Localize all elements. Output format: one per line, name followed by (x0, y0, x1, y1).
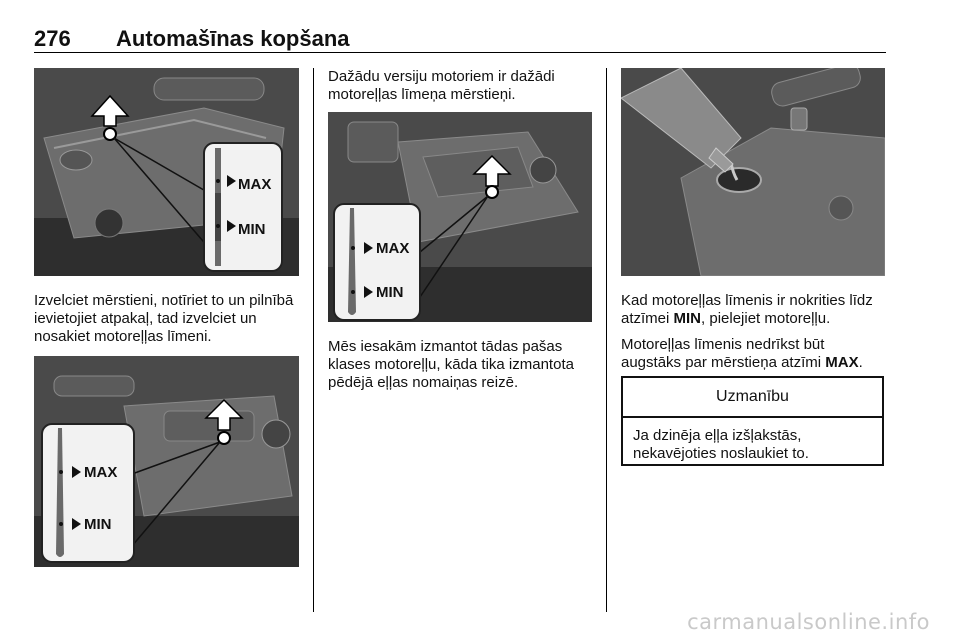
fig3-min-label: MIN (376, 284, 404, 301)
fig1-min-label: MIN (238, 221, 266, 238)
col3-p1-min: MIN (673, 310, 702, 327)
col3-p1-end: , pielejiet motoreļļu. (701, 310, 831, 327)
figure-oil-filling (621, 68, 885, 276)
caution-title: Uzmanību (623, 378, 882, 418)
engine-illustration-4 (621, 68, 885, 276)
col1-text (34, 292, 299, 354)
figure-dipstick-pull (34, 68, 299, 276)
page-number: 276 (34, 26, 71, 51)
header-rule (34, 52, 886, 53)
figure-dipstick-variant-b (328, 112, 592, 322)
engine-illustration-2 (34, 356, 299, 567)
col3-p2-end: . (858, 354, 863, 371)
watermark: carmanualsonline.info (687, 610, 930, 634)
caution-body: Ja dzinēja eļļa izšļakstās, nekavējoties noslaukiet to. (633, 427, 809, 462)
col3-p2-text: Motoreļļas līmenis nedrīkst būt augstāks par mērstieņa atzīmi (621, 336, 826, 371)
col3-paragraph-1 (621, 292, 886, 328)
engine-illustration-3 (328, 112, 592, 322)
column-divider-1 (313, 68, 314, 612)
chapter-title: Automašīnas kopšana (116, 26, 350, 51)
col2-intro-block (328, 68, 593, 112)
col1-caption: Izvelciet mērstieni, notīriet to un pilnībā ievietojiet atpakaļ, tad izvelciet un nosakiet motoreļļas līmeni. (34, 292, 294, 345)
fig2-max-label: MAX (84, 464, 118, 481)
col3-p2-max: MAX (825, 354, 859, 371)
col2-body-block (328, 338, 593, 400)
fig3-max-label: MAX (376, 240, 410, 257)
page-header (34, 20, 886, 54)
fig1-max-label: MAX (238, 176, 272, 193)
col3-paragraph-2 (621, 336, 886, 372)
caution-box (621, 376, 884, 466)
col3-text (621, 292, 886, 380)
col2-body: Mēs iesakām izmantot tādas pašas klases motoreļļu, kāda tika izmantota pēdējā eļļas nomaiņas reizē. (328, 338, 574, 391)
col3-p1-text: Kad motoreļļas līmenis ir nokrities līdz atzīmei (621, 292, 873, 327)
col2-intro: Dažādu versiju motoriem ir dažādi motoreļļas līmeņa mērstieņi. (328, 68, 555, 103)
engine-illustration-1 (34, 68, 299, 276)
column-divider-2 (606, 68, 607, 612)
fig2-min-label: MIN (84, 516, 112, 533)
figure-dipstick-variant-a (34, 356, 299, 567)
